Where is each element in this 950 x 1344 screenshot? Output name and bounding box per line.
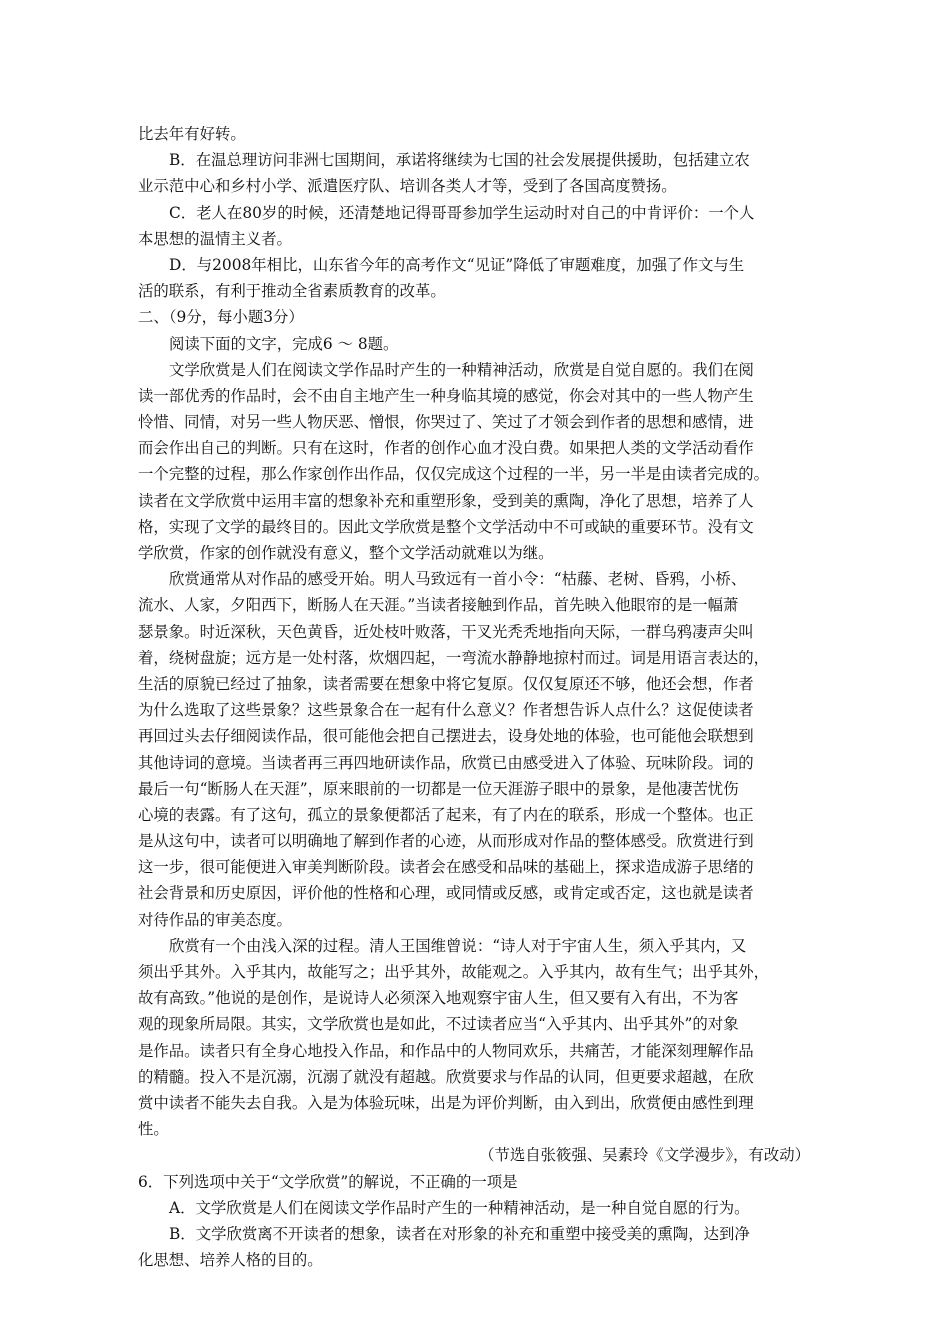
passage-paragraph-2 — [138, 566, 828, 933]
question-6-stem: 6．下列选项中关于“文学欣赏”的解说，不正确的一项是 — [138, 1172, 518, 1191]
section-heading: 二、（9分，每小题3分） — [138, 308, 304, 327]
passage-line: 怜惜、同情，对另一些人物厌恶、憎恨，你哭过了、笑过了才领会到作者的思想和感情，进 — [138, 413, 754, 432]
exam-page — [138, 121, 828, 1273]
passage-line: 着，绕树盘旋；远方是一处村落，炊烟四起，一弯流水静静地掠村而过。词是用语言表达的， — [138, 648, 770, 667]
passage-line: 瑟景象。时近深秋，天色黄昏，近处枝叶败落，干叉光秃秃地指向天际，一群乌鸦凄声尖叫 — [138, 622, 754, 641]
passage-line: 社会背景和历史原因，评价他的性格和心理，或同情或反感，或肯定或否定，这也就是读者 — [138, 884, 754, 903]
passage-source: （节选自张筱强、吴素玲《文学漫步》，有改动） — [479, 1146, 810, 1165]
passage-paragraph-3 — [138, 933, 828, 1143]
passage-line: 其他诗词的意境。当读者再三再四地研读作品，欣赏已由感受进入了体验、玩味阶段。词的 — [138, 753, 754, 772]
passage-paragraph-1 — [138, 357, 828, 567]
passage-line: 流水、人家，夕阳西下，断肠人在天涯。”当读者接触到作品，首先映入他眼帘的是一幅萧 — [138, 596, 739, 615]
passage-line: 最后一句“断肠人在天涯”，原来眼前的一切都是一位天涯游子眼中的景象，是他凄苦忧伤 — [138, 779, 739, 798]
passage-line: 的精髓。投入不是沉溺，沉溺了就没有超越。欣赏要求与作品的认同，但更要求超越，在欣 — [138, 1067, 754, 1086]
passage-line: 文学欣赏是人们在阅读文学作品时产生的一种精神活动，欣赏是自觉自愿的。我们在阅 — [169, 360, 754, 379]
passage-line: 须出乎其外。入乎其内，故能写之；出乎其外，故能观之。入乎其内，故有生气；出乎其外， — [138, 963, 770, 981]
passage-line: 读者在文学欣赏中运用丰富的想象补充和重塑形象，受到美的熏陶，净化了思想，培养了人 — [138, 491, 754, 510]
question-6-option-b-line-2: 化思想、培养人格的目的。 — [138, 1251, 323, 1270]
passage-line: 是作品。读者只有全身心地投入作品，和作品中的人物同欢乐，共痛苦，才能深刻理解作品 — [138, 1041, 754, 1060]
passage-line: 读一部优秀的作品时，会不由自主地产生一种身临其境的感觉，你会对其中的一些人物产生 — [138, 386, 754, 405]
passage-line: 学欣赏，作家的创作就没有意义，整个文学活动就难以为继。 — [138, 544, 554, 562]
option-c-line-2: 本思想的温情主义者。 — [138, 229, 292, 248]
option-a-tail: 比去年有好转。 — [138, 125, 246, 143]
passage-line: 再回过头去仔细阅读作品，很可能他会把自己摆进去，设身处地的体验，也可能他会联想到 — [138, 727, 754, 746]
passage-line: 心境的表露。有了这句，孤立的景象便都活了起来，有了内在的联系，形成一个整体。也正 — [138, 805, 754, 824]
passage-line: 而会作出自己的判断。只有在这时，作者的创作心血才没白费。如果把人类的文学活动看作 — [138, 439, 754, 458]
option-d-line-2: 活的联系，有利于推动全省素质教育的改革。 — [138, 282, 446, 301]
passage-line: 欣赏有一个由浅入深的过程。清人王国维曾说：“诗人对于宇宙人生，须入乎其内，又 — [169, 936, 747, 955]
section-instruction: 阅读下面的文字，完成6 ～ 8题。 — [169, 334, 399, 353]
passage-line: 赏中读者不能失去自我。入是为体验玩味，出是为评价判断，由入到出，欣赏便由感性到理 — [138, 1093, 754, 1112]
passage-line: 是从这句中，读者可以明确地了解到作者的心迹，从而形成对作品的整体感受。欣赏进行到 — [138, 832, 754, 851]
passage-line: 对待作品的审美态度。 — [138, 910, 292, 929]
question-6-option-b-line-1: B．文学欣赏离不开读者的想象，读者在对形象的补充和重塑中接受美的熏陶，达到净 — [169, 1224, 750, 1243]
passage-line: 这一步，很可能便进入审美判断阶段。读者会在感受和品味的基础上，探求造成游子思绪的 — [138, 858, 754, 877]
passage-line: 欣赏通常从对作品的感受开始。明人马致远有一首小令：“枯藤、老树、昏鸦，小桥、 — [169, 570, 747, 589]
question-6-option-a: A．文学欣赏是人们在阅读文学作品时产生的一种精神活动，是一种自觉自愿的行为。 — [169, 1198, 750, 1217]
option-c-line-1: C．老人在80岁的时候，还清楚地记得哥哥参加学生运动时对自己的中肯评价：一个人 — [169, 203, 755, 222]
passage-line: 为什么选取了这些景象？这些景象合在一起有什么意义？作者想告诉人点什么？这促使读者 — [138, 701, 754, 720]
option-d-line-1: D．与2008年相比，山东省今年的高考作文“见证”降低了审题难度，加强了作文与生 — [169, 255, 745, 274]
passage-line: 生活的原貌已经过了抽象，读者需要在想象中将它复原。仅仅复原还不够，他还会想，作者 — [138, 674, 754, 693]
option-b-line-2: 业示范中心和乡村小学、派遣医疗队、培训各类人才等，受到了各国高度赞扬。 — [138, 177, 677, 196]
option-b-line-1: B．在温总理访问非洲七国期间，承诺将继续为七国的社会发展提供援助，包括建立农 — [169, 151, 750, 170]
passage-line: 故有高致。”他说的是创作，是说诗人必须深入地观察宇宙人生，但又要有入有出，不为客 — [138, 989, 739, 1008]
passage-line: 格，实现了文学的最终目的。因此文学欣赏是整个文学活动中不可或缺的重要环节。没有文 — [138, 517, 754, 536]
passage-line: 一个完整的过程，那么作家创作出作品，仅仅完成这个过程的一半，另一半是由读者完成的。 — [138, 465, 770, 484]
passage-line: 观的现象所局限。其实，文学欣赏也是如此，不过读者应当“入乎其内、出乎其外”的对象 — [138, 1015, 739, 1034]
passage-line: 性。 — [138, 1120, 169, 1139]
